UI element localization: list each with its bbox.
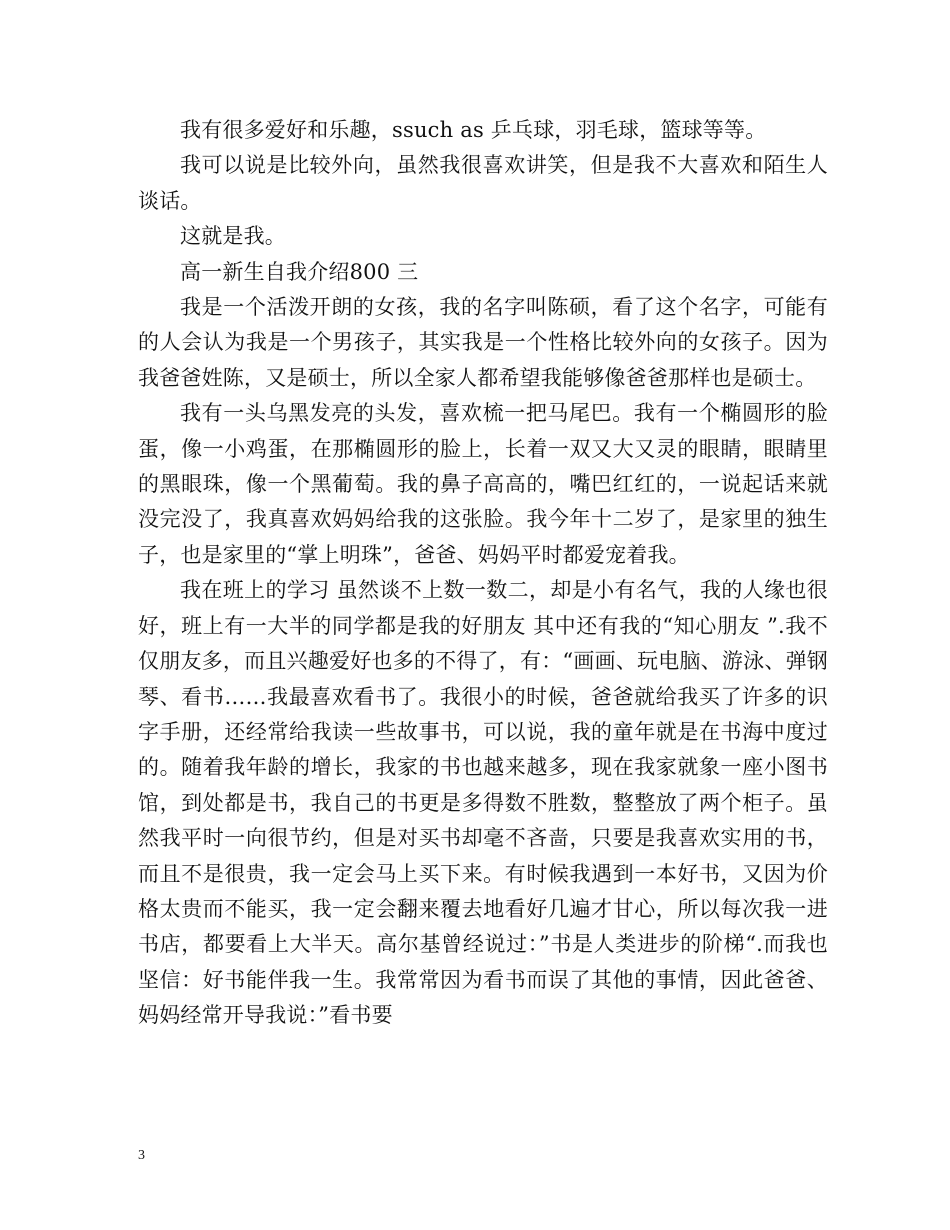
paragraph-appearance: 我有一头乌黑发亮的头发，喜欢梳一把马尾巴。我有一个椭圆形的脸蛋，像一小鸡蛋，在那椭圆形的脸上，长着一双又大又灵的眼睛，眼睛里的黑眼珠，像一个黑葡萄。我的鼻子高高的，嘴巴红红的，一说起话来就没完没了，我真喜欢妈妈给我的这张脸。我今年十二岁了，是家里的独生子，也是家里的“掌上明珠”，爸爸、妈妈平时都爱宠着我。	[138, 401, 828, 567]
paragraph-name-intro: 我是一个活泼开朗的女孩，我的名字叫陈硕，看了这个名字，可能有的人会认为我是一个男孩子，其实我是一个性格比较外向的女孩子。因为我爸爸姓陈，又是硕士，所以全家人都希望我能够像爸爸那样也是硕士。	[138, 295, 828, 390]
paragraph-study-and-books: 我在班上的学习 虽然谈不上数一数二，却是小有名气，我的人缘也很好，班上有一大半的同学都是我的好朋友 其中还有我的“知心朋友 ”.我不仅朋友多，而且兴趣爱好也多的不得了，有：“画画、玩电脑、游泳、弹钢琴、看书……我最喜欢看书了。我很小的时候，爸爸就给我买了许多的识字手册，还经常给我读一些故事书，可以说，我的童年就是在书海中度过的。随着我年龄的增长，我家的书也越来越多，现在我家就象一座小图书馆，到处都是书，我自己的书更是多得数不胜数，整整放了两个柜子。虽然我平时一向很节约，但是对买书却毫不吝啬，只要是我喜欢实用的书，而且不是很贵，我一定会马上买下来。有时候我遇到一本好书，又因为价格太贵而不能买，我一定会翻来覆去地看好几遍才甘心，所以每次我一进书店，都要看上大半天。高尔基曾经说过：”书是人类进步的阶梯“.而我也坚信：好书能伴我一生。我常常因为看书而误了其他的事情，因此爸爸、妈妈经常开导我说：”看书要	[138, 578, 828, 1028]
section-heading: 高一新生自我介绍800 三	[180, 259, 419, 284]
page-number: 3	[138, 1148, 145, 1163]
body-text	[138, 113, 828, 1034]
paragraph-hobbies: 我有很多爱好和乐趣，ssuch as 乒乓球，羽毛球，篮球等等。	[180, 118, 767, 142]
paragraph-this-is-me: 这就是我。	[180, 224, 286, 249]
paragraph-personality: 我可以说是比较外向，虽然我很喜欢讲笑，但是我不大喜欢和陌生人谈话。	[138, 153, 828, 213]
